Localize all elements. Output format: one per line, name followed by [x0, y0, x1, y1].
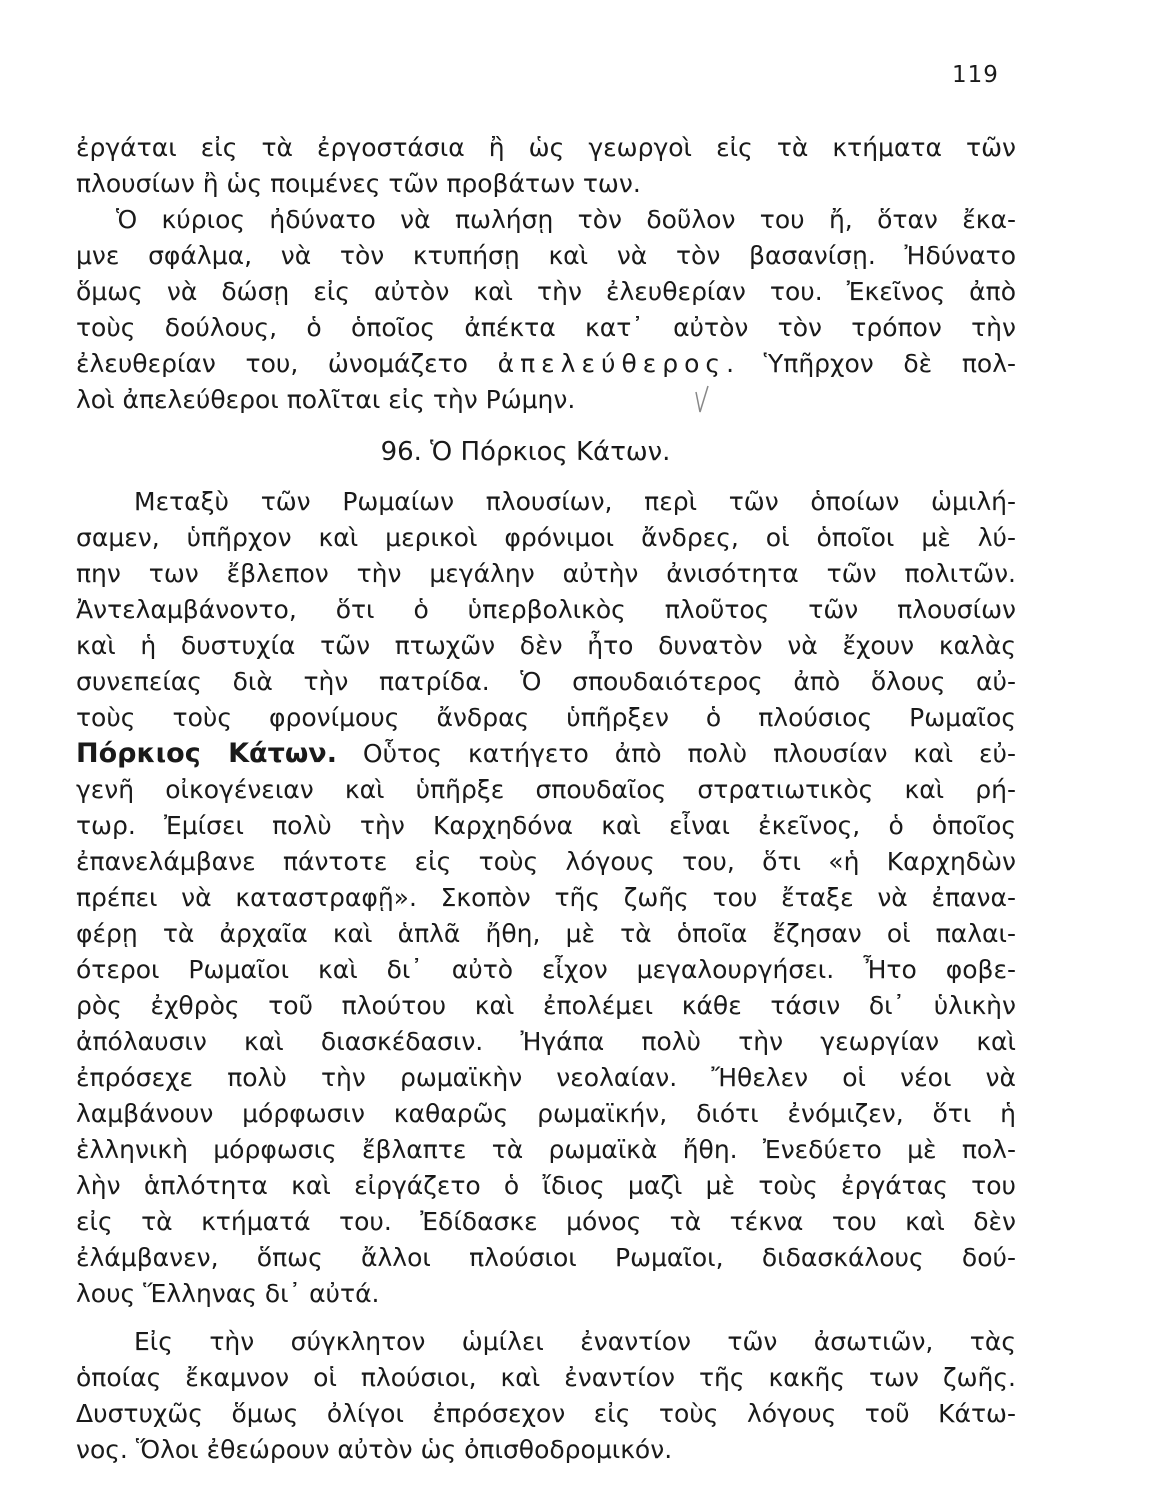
- text-line: τοὺς δούλους, ὁ ὁποῖος ἀπέκτα κατ᾽ αὐτὸν τὸν τρόπον τὴν: [76, 313, 1016, 342]
- text-span: Οὗτος κατήγετο ἀπὸ πολὺ πλουσίαν καὶ εὐ-: [336, 739, 1016, 768]
- text-line: τοὺς τοὺς φρονίμους ἄνδρας ὑπῆρξεν ὁ πλούσιος Ρωμαῖος: [76, 703, 1016, 732]
- text-line: φέρῃ τὰ ἀρχαῖα καὶ ἁπλᾶ ἤθη, μὲ τὰ ὁποῖα ἔζησαν οἱ παλαι-: [76, 919, 1016, 948]
- text-line: μνε σφάλμα, νὰ τὸν κτυπήσῃ καὶ νὰ τὸν βασανίσῃ. Ἠδύνατο: [76, 241, 1016, 270]
- text-line: λοὶ ἀπελεύθεροι πολῖται εἰς τὴν Ρώμην.: [76, 385, 576, 414]
- text-line: τωρ. Ἐμίσει πολὺ τὴν Καρχηδόνα καὶ εἶναι ἐκεῖνος, ὁ ὁποῖος: [76, 811, 1016, 840]
- text-line: ἐλάμβανεν, ὅπως ἄλλοι πλούσιοι Ρωμαῖοι, διδασκάλους δού-: [76, 1243, 1016, 1272]
- text-line: Δυστυχῶς ὅμως ὀλίγοι ἐπρόσεχον εἰς τοὺς λόγους τοῦ Κάτω-: [76, 1399, 1016, 1428]
- text-line: Μεταξὺ τῶν Ρωμαίων πλουσίων, περὶ τῶν ὁποίων ὡμιλή-: [134, 487, 1016, 516]
- text-line: Εἰς τὴν σύγκλητον ὡμίλει ἐναντίον τῶν ἀσωτιῶν, τὰς: [134, 1327, 1016, 1356]
- section-heading: [0, 434, 1161, 470]
- text-line: ότεροι Ρωμαῖοι καὶ δι᾽ αὐτὸ εἶχον μεγαλουργήσει. Ἦτο φοβε-: [76, 955, 1016, 984]
- section-heading-text: 96. Ὁ Πόρκιος Κάτων.: [380, 437, 671, 467]
- text-line: πην των ἔβλεπον τὴν μεγάλην αὐτὴν ἀνισότητα τῶν πολιτῶν.: [76, 559, 1016, 588]
- text-line: ὅμως νὰ δώσῃ εἰς αὐτὸν καὶ τὴν ἐλευθερίαν του. Ἐκεῖνος ἀπὸ: [76, 277, 1016, 306]
- text-line: γενῆ οἰκογένειαν καὶ ὑπῆρξε σπουδαῖος στρατιωτικὸς καὶ ρή-: [76, 775, 1016, 804]
- text-line: λους Ἕλληνας δι᾽ αὐτά.: [76, 1279, 380, 1308]
- text-line: Ὁ κύριος ἠδύνατο νὰ πωλήσῃ τὸν δοῦλον του ἤ, ὅταν ἔκα-: [116, 205, 1016, 234]
- text-line: ὁποίας ἔκαμνον οἱ πλούσιοι, καὶ ἐναντίον τῆς κακῆς των ζωῆς.: [76, 1363, 1016, 1392]
- text-line: ἑλληνικὴ μόρφωσις ἔβλαπτε τὰ ρωμαϊκὰ ἤθη. Ἐνεδύετο μὲ πολ-: [76, 1135, 1016, 1164]
- spaced-term: ἀπελεύθερος: [497, 349, 727, 378]
- page-number: 119: [952, 62, 999, 88]
- text-line: [76, 736, 1016, 772]
- text-line: εἰς τὰ κτήματά του. Ἐδίδασκε μόνος τὰ τέκνα του καὶ δὲν: [76, 1207, 1016, 1236]
- text-line: Ἀντελαμβάνοντο, ὅτι ὁ ὑπερβολικὸς πλοῦτος τῶν πλουσίων: [76, 595, 1016, 624]
- text-line: λαμβάνουν μόρφωσιν καθαρῶς ρωμαϊκήν, διότι ἐνόμιζεν, ὅτι ἡ: [76, 1099, 1016, 1128]
- text-line: σαμεν, ὑπῆρχον καὶ μερικοὶ φρόνιμοι ἄνδρες, οἱ ὁποῖοι μὲ λύ-: [76, 523, 1016, 552]
- text-line: λὴν ἁπλότητα καὶ εἰργάζετο ὁ ἴδιος μαζὶ μὲ τοὺς ἐργάτας του: [76, 1171, 1016, 1200]
- text-line: νος. Ὅλοι ἐθεώρουν αὐτὸν ὡς ὀπισθοδρομικόν.: [76, 1435, 673, 1464]
- text-line: συνεπείας διὰ τὴν πατρίδα. Ὁ σπουδαιότερος ἀπὸ ὅλους αὐ-: [76, 667, 1016, 696]
- text-line: πλουσίων ἢ ὡς ποιμένες τῶν προβάτων των.: [76, 169, 641, 198]
- text-span: ἐλευθερίαν του, ὠνομάζετο: [76, 349, 468, 378]
- pencil-mark: [694, 382, 710, 418]
- text-line: ἐπανελάμβανε πάντοτε εἰς τοὺς λόγους του, ὅτι «ἡ Καρχηδὼν: [76, 847, 1016, 876]
- text-span: . Ὑπῆρχον δὲ πολ-: [726, 349, 1017, 378]
- text-line: [76, 346, 1016, 382]
- text-line: ἀπόλαυσιν καὶ διασκέδασιν. Ἠγάπα πολὺ τὴν γεωργίαν καὶ: [76, 1027, 1016, 1056]
- text-line: πρέπει νὰ καταστραφῇ». Σκοπὸν τῆς ζωῆς του ἔταξε νὰ ἐπανα-: [76, 883, 1016, 912]
- text-line: ἐπρόσεχε πολὺ τὴν ρωμαϊκὴν νεολαίαν. Ἤθελεν οἱ νέοι νὰ: [76, 1063, 1016, 1092]
- text-line: καὶ ἡ δυστυχία τῶν πτωχῶν δὲν ἦτο δυνατὸν νὰ ἔχουν καλὰς: [76, 631, 1016, 660]
- bold-name: Πόρκιος Κάτων.: [76, 738, 337, 769]
- text-line: ἐργάται εἰς τὰ ἐργοστάσια ἢ ὡς γεωργοὶ εἰς τὰ κτήματα τῶν: [76, 133, 1016, 162]
- text-line: ρὸς ἐχθρὸς τοῦ πλούτου καὶ ἐπολέμει κάθε τάσιν δι᾽ ὑλικὴν: [76, 991, 1016, 1020]
